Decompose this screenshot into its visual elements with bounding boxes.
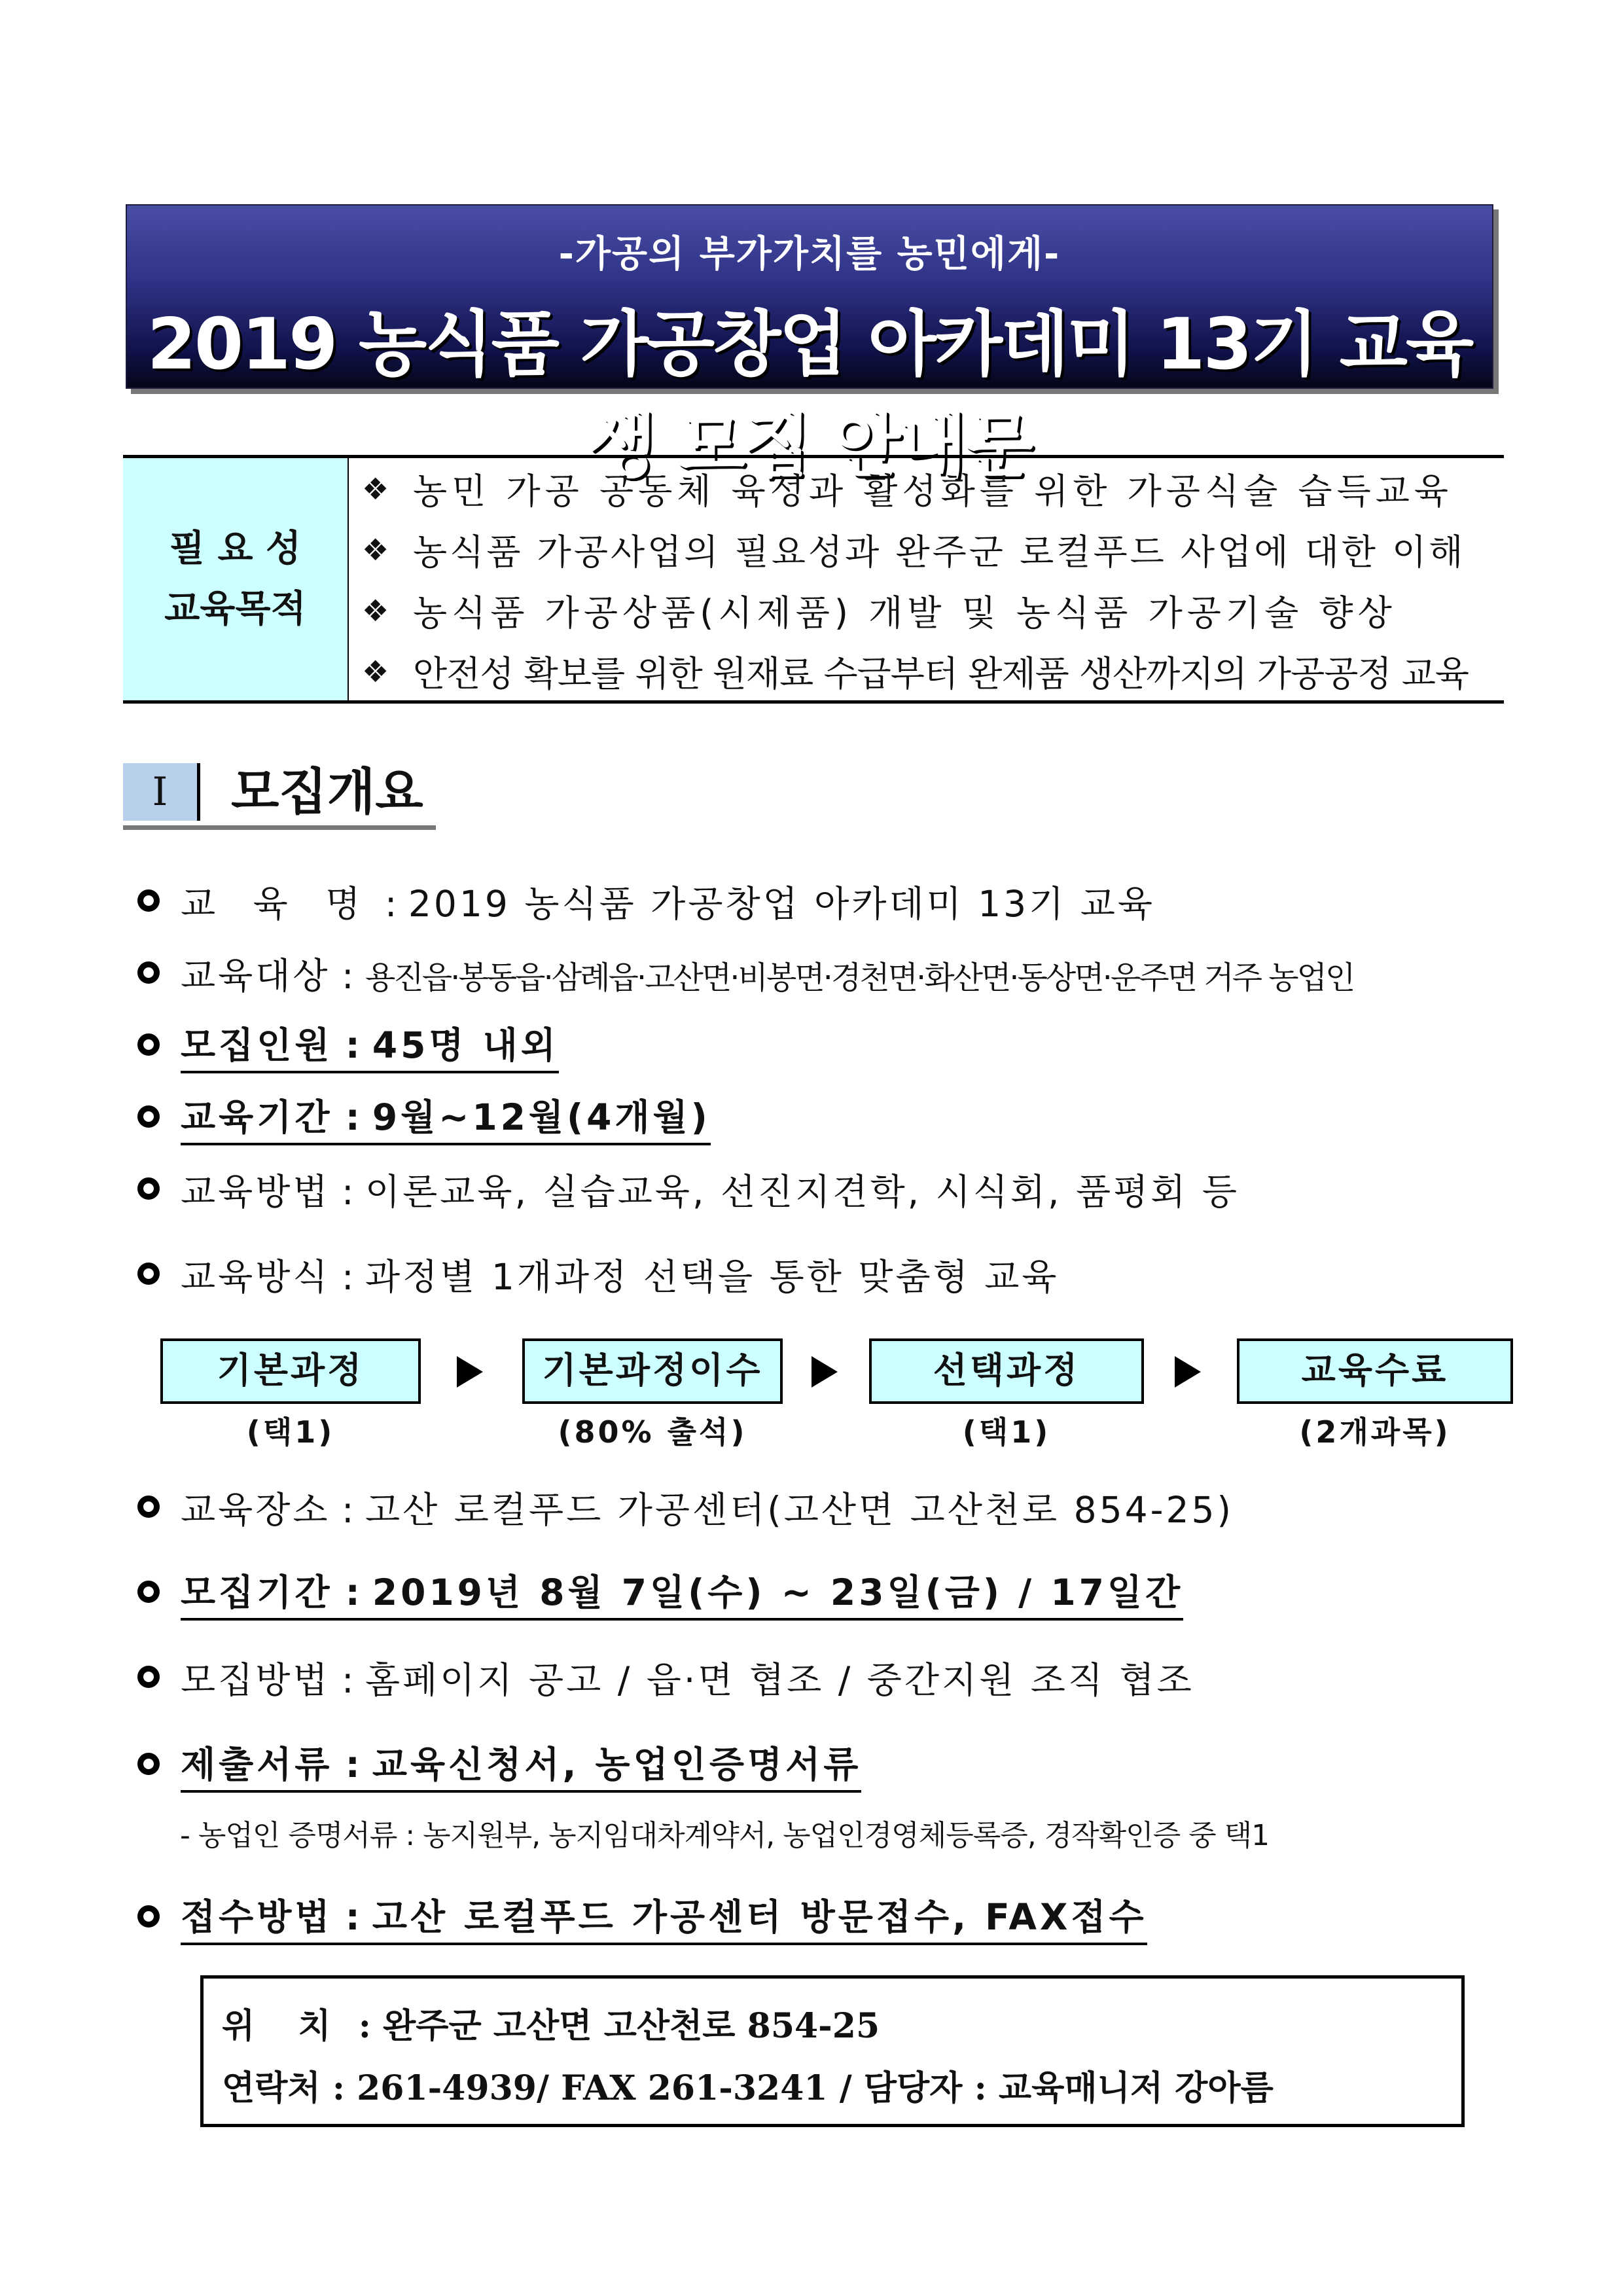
- colon: :: [384, 882, 397, 925]
- row-reception: [137, 1890, 1147, 1943]
- row-label: 교육방식: [181, 1255, 330, 1298]
- diamond-bullet-icon: ❖: [362, 471, 389, 507]
- circle-bullet-icon: [137, 1905, 160, 1928]
- colon: :: [345, 1895, 360, 1938]
- row-label: 교육대상: [181, 954, 330, 997]
- row-label: 교육장소: [181, 1488, 330, 1531]
- colon: :: [345, 1571, 360, 1613]
- colon: :: [345, 1096, 360, 1138]
- contact-value: 완주군 고산면 고산천로 854-25: [383, 2006, 880, 2046]
- row-value: 용진읍·봉동읍·삼례읍·고산면·비봉면·경천면·화산면·동상면·운주면 거주 농업인: [365, 959, 1354, 996]
- circle-bullet-icon: [137, 1105, 160, 1128]
- colon: :: [342, 1255, 354, 1298]
- row-place: [137, 1480, 1234, 1533]
- row-label: 모집방법: [181, 1659, 330, 1701]
- arrow-right-icon: [812, 1356, 838, 1388]
- flow-step-sub: (2개과목): [1299, 1414, 1451, 1450]
- row-value: 45명 내외: [372, 1024, 559, 1066]
- row-value: 2019년 8월 7일(수) ~ 23일(금) / 17일간: [372, 1571, 1184, 1613]
- row-documents: [137, 1738, 861, 1790]
- purpose-item-text: 농식품 가공사업의 필요성과 완주군 로컬푸드 사업에 대한 이해: [413, 531, 1466, 573]
- flow-step-sub: (80% 출석): [558, 1414, 747, 1450]
- row-period: [137, 1090, 711, 1143]
- colon: :: [342, 1488, 354, 1531]
- colon: :: [342, 1659, 354, 1701]
- row-recruit-method: [137, 1651, 1194, 1703]
- contact-box: [200, 1975, 1465, 2127]
- purpose-item-text: 안전성 확보를 위한 원재료 수급부터 완제품 생산까지의 가공공정 교육: [413, 653, 1469, 694]
- flow-step-sub: (택1): [962, 1414, 1051, 1450]
- colon: :: [345, 1743, 360, 1785]
- colon: :: [358, 2006, 371, 2046]
- colon: :: [342, 1170, 354, 1213]
- colon: :: [345, 1024, 360, 1066]
- circle-bullet-icon: [137, 1177, 160, 1200]
- colon: :: [332, 2068, 346, 2108]
- row-course-name: [137, 874, 1155, 927]
- diamond-bullet-icon: ❖: [362, 653, 389, 689]
- flow-step-basic: 기본과정: [160, 1338, 421, 1404]
- diamond-bullet-icon: ❖: [362, 531, 389, 567]
- purpose-item: [362, 641, 1504, 702]
- row-method: [137, 1162, 1240, 1215]
- purpose-items: [362, 458, 1504, 702]
- circle-bullet-icon: [137, 1753, 160, 1775]
- row-label: 모집인원: [181, 1024, 333, 1066]
- circle-bullet-icon: [137, 1666, 160, 1688]
- row-label: 교 육 명: [181, 882, 374, 925]
- contact-label: 연락처: [222, 2068, 321, 2108]
- section-underline: [123, 825, 436, 830]
- row-capacity: [137, 1018, 559, 1071]
- colon: :: [342, 954, 354, 997]
- purpose-item: [362, 580, 1504, 641]
- purpose-table: [123, 455, 1504, 704]
- row-value: 과정별 1개과정 선택을 통한 맞춤형 교육: [365, 1255, 1060, 1298]
- banner-subtitle: -가공의 부가가치를 농민에게-: [558, 233, 1061, 276]
- row-label: 제출서류: [181, 1743, 333, 1785]
- purpose-item: [362, 519, 1504, 580]
- purpose-item-text: 농민 가공 공동체 육성과 활성화를 위한 가공식술 습득교육: [413, 471, 1454, 512]
- flow-step-basic-complete: 기본과정이수: [522, 1338, 783, 1404]
- circle-bullet-icon: [137, 961, 160, 984]
- row-value: 홈페이지 공고 / 읍·면 협조 / 중간지원 조직 협조: [365, 1659, 1194, 1701]
- diamond-bullet-icon: ❖: [362, 592, 389, 628]
- arrow-right-icon: [457, 1356, 483, 1388]
- contact-value: 261-4939/ FAX 261-3241 / 담당자 : 교육매니저 강아름: [357, 2068, 1274, 2108]
- row-recruit-period: [137, 1566, 1183, 1618]
- section-title: 모집개요: [231, 762, 423, 821]
- row-label: 교육기간: [181, 1096, 333, 1138]
- purpose-label-objective: 교육목적: [164, 588, 306, 630]
- arrow-right-icon: [1175, 1356, 1201, 1388]
- contact-label: 위 치: [222, 2006, 347, 2046]
- row-value: 고산 로컬푸드 가공센터(고산면 고산천로 854-25): [365, 1488, 1234, 1531]
- circle-bullet-icon: [137, 1496, 160, 1518]
- circle-bullet-icon: [137, 1033, 160, 1056]
- purpose-label-cell: [123, 458, 349, 700]
- documents-note: - 농업인 증명서류 : 농지원부, 농지임대차계약서, 농업인경영체등록증, 경작확인증 중 택1: [180, 1819, 1270, 1852]
- purpose-item: [362, 458, 1504, 519]
- row-value: 이론교육, 실습교육, 선진지견학, 시식회, 품평회 등: [365, 1170, 1240, 1213]
- section-heading: [123, 758, 436, 830]
- row-value: 9월~12월(4개월): [372, 1096, 711, 1138]
- title-banner: [126, 204, 1493, 487]
- flow-step-completion: 교육수료: [1237, 1338, 1513, 1404]
- banner-title: 2019 농식품 가공창업 아카데미 13기 교육생 모집 안내문: [147, 304, 1472, 487]
- row-value: 고산 로컬푸드 가공센터 방문접수, FAX접수: [372, 1895, 1147, 1938]
- row-value: 2019 농식품 가공창업 아카데미 13기 교육: [408, 882, 1156, 925]
- flow-step-sub: (택1): [246, 1414, 335, 1450]
- purpose-item-text: 농식품 가공상품(시제품) 개발 및 농식품 가공기술 향상: [413, 592, 1397, 634]
- circle-bullet-icon: [137, 1581, 160, 1603]
- section-number: Ⅰ: [123, 763, 200, 821]
- row-label: 접수방법: [181, 1895, 333, 1938]
- row-target: [137, 946, 1353, 999]
- contact-phone: [222, 2060, 1274, 2109]
- row-label: 모집기간: [181, 1571, 333, 1613]
- circle-bullet-icon: [137, 889, 160, 912]
- row-style: [137, 1247, 1060, 1300]
- row-label: 교육방법: [181, 1170, 330, 1213]
- row-value: 교육신청서, 농업인증명서류: [372, 1743, 862, 1785]
- flow-step-elective: 선택과정: [869, 1338, 1144, 1404]
- purpose-label-necessity: 필 요 성: [169, 528, 302, 570]
- contact-location: [222, 1998, 880, 2047]
- circle-bullet-icon: [137, 1263, 160, 1285]
